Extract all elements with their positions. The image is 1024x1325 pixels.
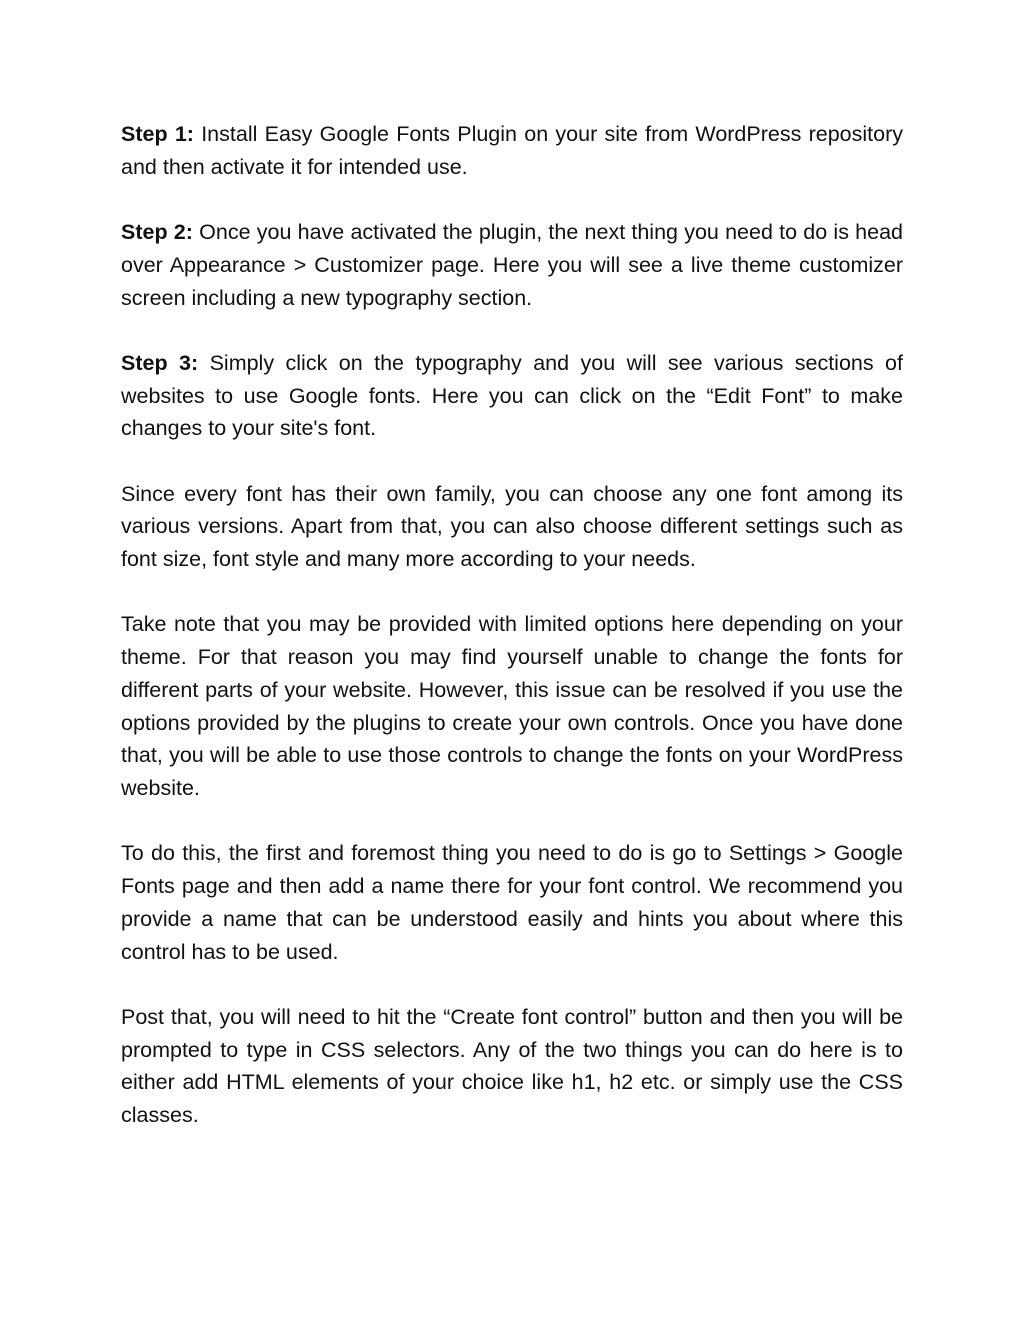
step-3-text: Simply click on the typography and you will see various sections of websites to use Google fonts. Here you can click on the “Edit Font” to make changes to your site's font. [121, 350, 903, 441]
step-1-text: Install Easy Google Fonts Plugin on your site from WordPress repository and then activate it for intended use. [121, 122, 903, 179]
font-family-paragraph: Since every font has their own family, you can choose any one font among its various versions. Apart from that, you can also choose different settings such as font size, font style and many more according to your needs. [121, 481, 903, 572]
step-1-label: Step 1: [121, 122, 194, 146]
theme-limitations-paragraph: Take note that you may be provided with limited options here depending on your theme. For that reason you may find yourself unable to change the fonts for different parts of your website. However, this issue can be resolved if you use the options provided by the plugins to create your own controls. Once you have done that, you will be able to use those controls to change the fonts on your WordPress website. [121, 612, 903, 800]
settings-paragraph: To do this, the first and foremost thing you need to do is go to Settings > Google Fonts page and then add a name there for your font control. We recommend you provide a name that can be understood easily and hints you about where this control has to be used. [121, 841, 903, 964]
step-2-label: Step 2: [121, 220, 193, 245]
document-page [121, 118, 903, 1164]
step-3-paragraph [121, 347, 903, 445]
step-2-text: Once you have activated the plugin, the next thing you need to do is head over Appearance > Customizer page. Here you will see a live theme customizer screen including a new typography section. [121, 220, 903, 310]
step-2-paragraph [121, 216, 903, 314]
step-3-label: Step 3: [121, 350, 199, 375]
step-1-paragraph [121, 118, 903, 183]
font-control-paragraph: Post that, you will need to hit the “Create font control” button and then you will be prompted to type in CSS selectors. Any of the two things you can do here is to either add HTML elements of your choice like h1, h2 etc. or simply use the CSS classes. [121, 1004, 903, 1127]
